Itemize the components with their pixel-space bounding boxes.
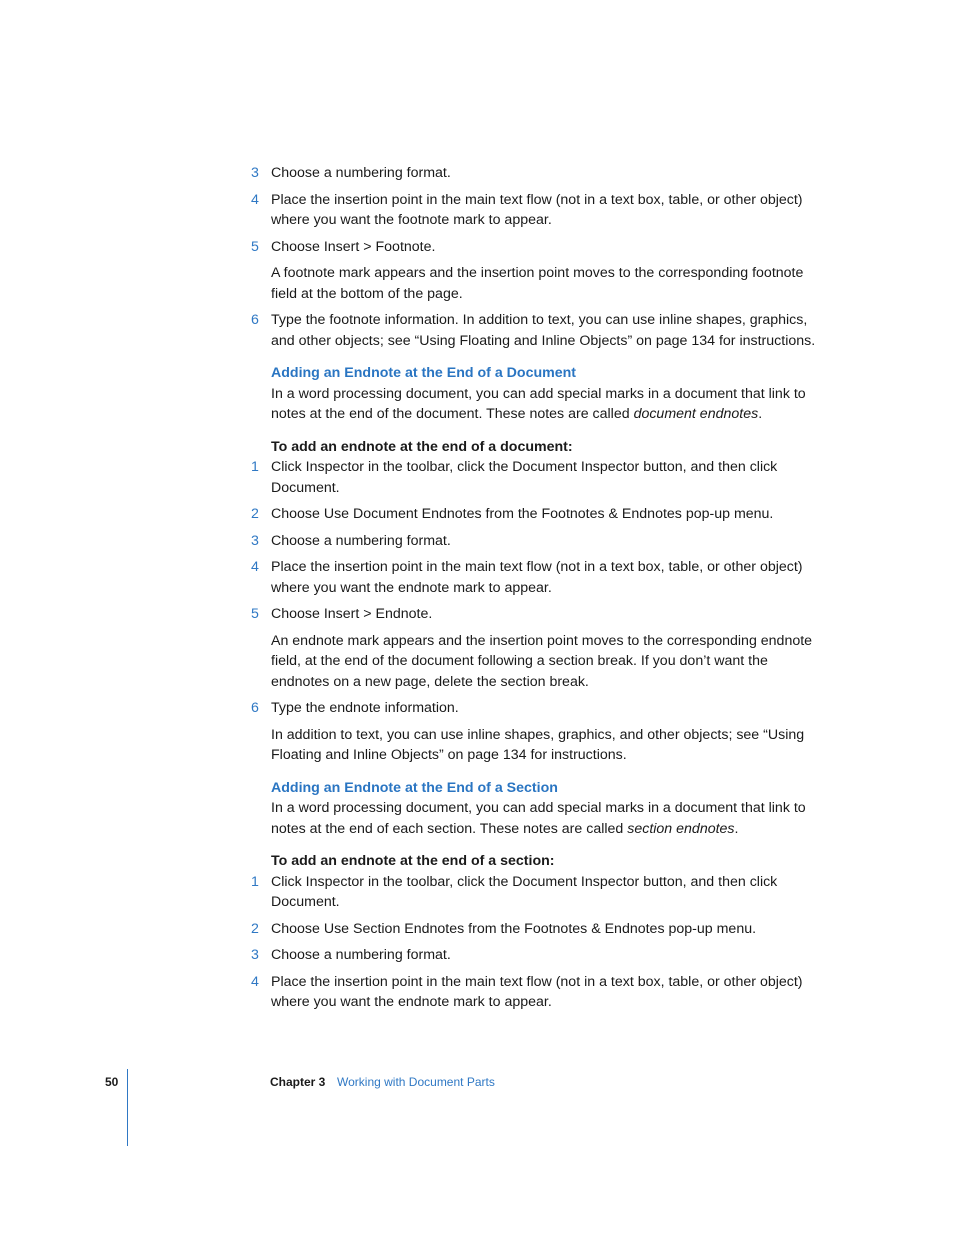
intro-text: In a word processing document, you can add special marks in a document that link to notes at the end of each section. These notes are called [271,800,806,837]
footer-chapter-title: Working with Document Parts [337,1075,495,1089]
step-text: Place the insertion point in the main text flow (not in a text box, table, or other object) where you want the footnote mark to appear. [271,191,803,228]
section-intro [0,798,827,839]
step-text: Place the insertion point in the main text flow (not in a text box, table, or other object) where you want the endnote mark to appear. [271,973,803,1010]
step-number: 5 [251,238,259,255]
step-note: A footnote mark appears and the insertion point moves to the corresponding footnote field at the bottom of the page. [271,265,804,302]
step-item [0,504,827,525]
step-item [0,531,827,552]
step-number: 6 [251,312,259,328]
intro-text: In a word processing document, you can add special marks in a document that link to notes at the end of the document. These notes are called [271,385,806,422]
intro-term: document endnotes [633,406,759,422]
step-note: In addition to text, you can use inline shapes, graphics, and other objects; see “Using Floating and Inline Objects” on page 134 for instructions. [271,726,805,763]
step-text: Choose Insert > Footnote. [271,238,436,255]
intro-term: section endnotes [627,820,735,837]
step-number: 6 [251,700,259,716]
step-number: 4 [251,559,259,575]
page-number: 50 [105,1075,119,1089]
step-text: Type the endnote information. [271,700,459,716]
step-number: 3 [251,165,259,181]
section-heading: Adding an Endnote at the End of a Section [271,779,558,796]
step-item [0,163,827,184]
step-number: 3 [251,947,259,963]
step-number: 2 [251,920,259,937]
step-item [0,604,827,625]
step-text: Choose Use Document Endnotes from the Footnotes & Endnotes pop-up menu. [271,506,774,522]
step-item [0,945,827,966]
step-number: 4 [251,191,259,208]
section-intro [0,384,827,425]
step-item [0,557,827,598]
step-item [0,310,827,351]
step-number: 1 [251,873,259,890]
step-number: 1 [251,459,259,475]
footer-divider [127,1069,128,1146]
intro-end: . [758,406,763,422]
step-item [0,190,827,231]
section-heading: Adding an Endnote at the End of a Document [271,365,577,381]
step-text: Click Inspector in the toolbar, click the Document Inspector button, and then click Document. [271,873,778,910]
step-text: Choose a numbering format. [271,532,451,549]
step-text: Choose a numbering format. [271,947,451,963]
page-content [0,163,954,1013]
procedure-lead: To add an endnote at the end of a document: [271,438,573,455]
step-number: 4 [251,973,259,990]
step-item [0,457,827,498]
step-text: Click Inspector in the toolbar, click the Document Inspector button, and then click Document. [271,459,778,496]
step-item [0,972,827,1013]
step-number: 2 [251,506,259,522]
step-text: Choose Insert > Endnote. [271,606,433,622]
step-item [0,237,827,258]
step-text: Choose a numbering format. [271,165,451,181]
intro-end: . [734,820,739,837]
step-item [0,919,827,940]
step-item [0,872,827,913]
step-number: 3 [251,532,259,549]
footer-chapter-label: Chapter 3 [270,1075,326,1089]
step-text: Place the insertion point in the main text flow (not in a text box, table, or other object) where you want the endnote mark to appear. [271,559,803,596]
step-text: Type the footnote information. In addition to text, you can use inline shapes, graphics, and other objects; see “Using Floating and Inline Objects” on page 134 for instructions. [271,312,816,349]
step-note: An endnote mark appears and the insertion point moves to the corresponding endnote field, at the end of the document following a section break. If you don’t want the endnotes on a new page, delete the section break. [271,632,813,690]
procedure-lead: To add an endnote at the end of a section: [271,853,555,869]
step-number: 5 [251,606,259,622]
step-item [0,698,827,719]
step-text: Choose Use Section Endnotes from the Footnotes & Endnotes pop-up menu. [271,920,757,937]
